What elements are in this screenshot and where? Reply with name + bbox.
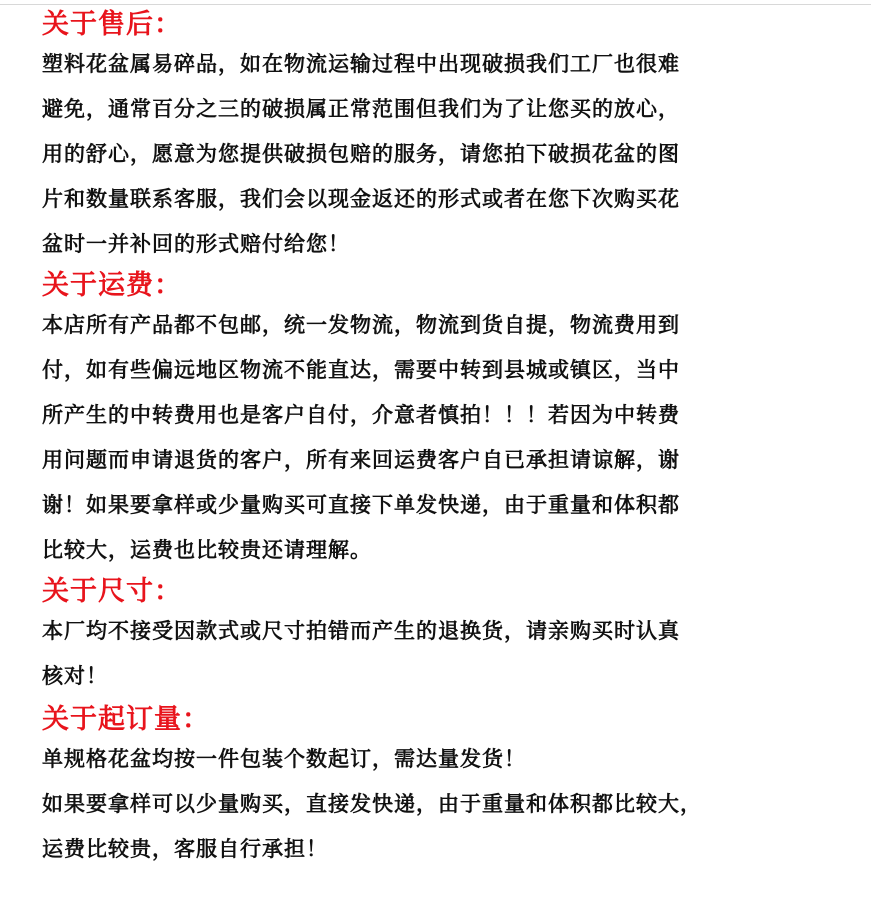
section-after-sales [42,8,862,267]
policy-notice [42,8,862,872]
body-line: 谢！如果要拿样或少量购买可直接下单发快递，由于重量和体积都 [42,493,680,517]
body-line: 如果要拿样可以少量购买，直接发快递，由于重量和体积都比较大， [42,792,702,816]
body-line: 用的舒心，愿意为您提供破损包赔的服务，请您拍下破损花盆的图 [42,142,680,166]
section-minimum-order [42,703,862,872]
section-shipping [42,269,862,573]
body-line: 单规格花盆均按一件包装个数起订，需达量发货！ [42,747,526,771]
section-body [42,42,862,267]
section-body [42,609,862,699]
section-body [42,737,862,872]
body-line: 本厂均不接受因款式或尺寸拍错而产生的退换货，请亲购买时认真 [42,619,680,643]
body-line: 比较大，运费也比较贵还请理解。 [42,538,372,562]
body-line: 避免，通常百分之三的破损属正常范围但我们为了让您买的放心， [42,97,680,121]
section-heading: 关于运费： [42,270,182,301]
section-heading: 关于售后： [42,9,182,40]
body-line: 片和数量联系客服，我们会以现金返还的形式或者在您下次购买花 [42,187,680,211]
body-line: 塑料花盆属易碎品，如在物流运输过程中出现破损我们工厂也很难 [42,52,680,76]
body-line: 付，如有些偏远地区物流不能直达，需要中转到县城或镇区，当中 [42,358,680,382]
top-divider [0,4,871,5]
body-line: 本店所有产品都不包邮，统一发物流，物流到货自提，物流费用到 [42,313,680,337]
body-line: 所产生的中转费用也是客户自付，介意者慎拍！！！若因为中转费 [42,403,680,427]
body-line: 盆时一并补回的形式赔付给您！ [42,232,350,256]
section-heading: 关于尺寸： [42,576,182,607]
section-body [42,303,862,573]
body-line: 用问题而申请退货的客户，所有来回运费客户自已承担请谅解，谢 [42,448,680,472]
body-line: 核对！ [42,664,108,688]
section-heading: 关于起订量： [42,704,210,735]
section-size [42,575,862,699]
body-line: 运费比较贵，客服自行承担！ [42,837,328,861]
